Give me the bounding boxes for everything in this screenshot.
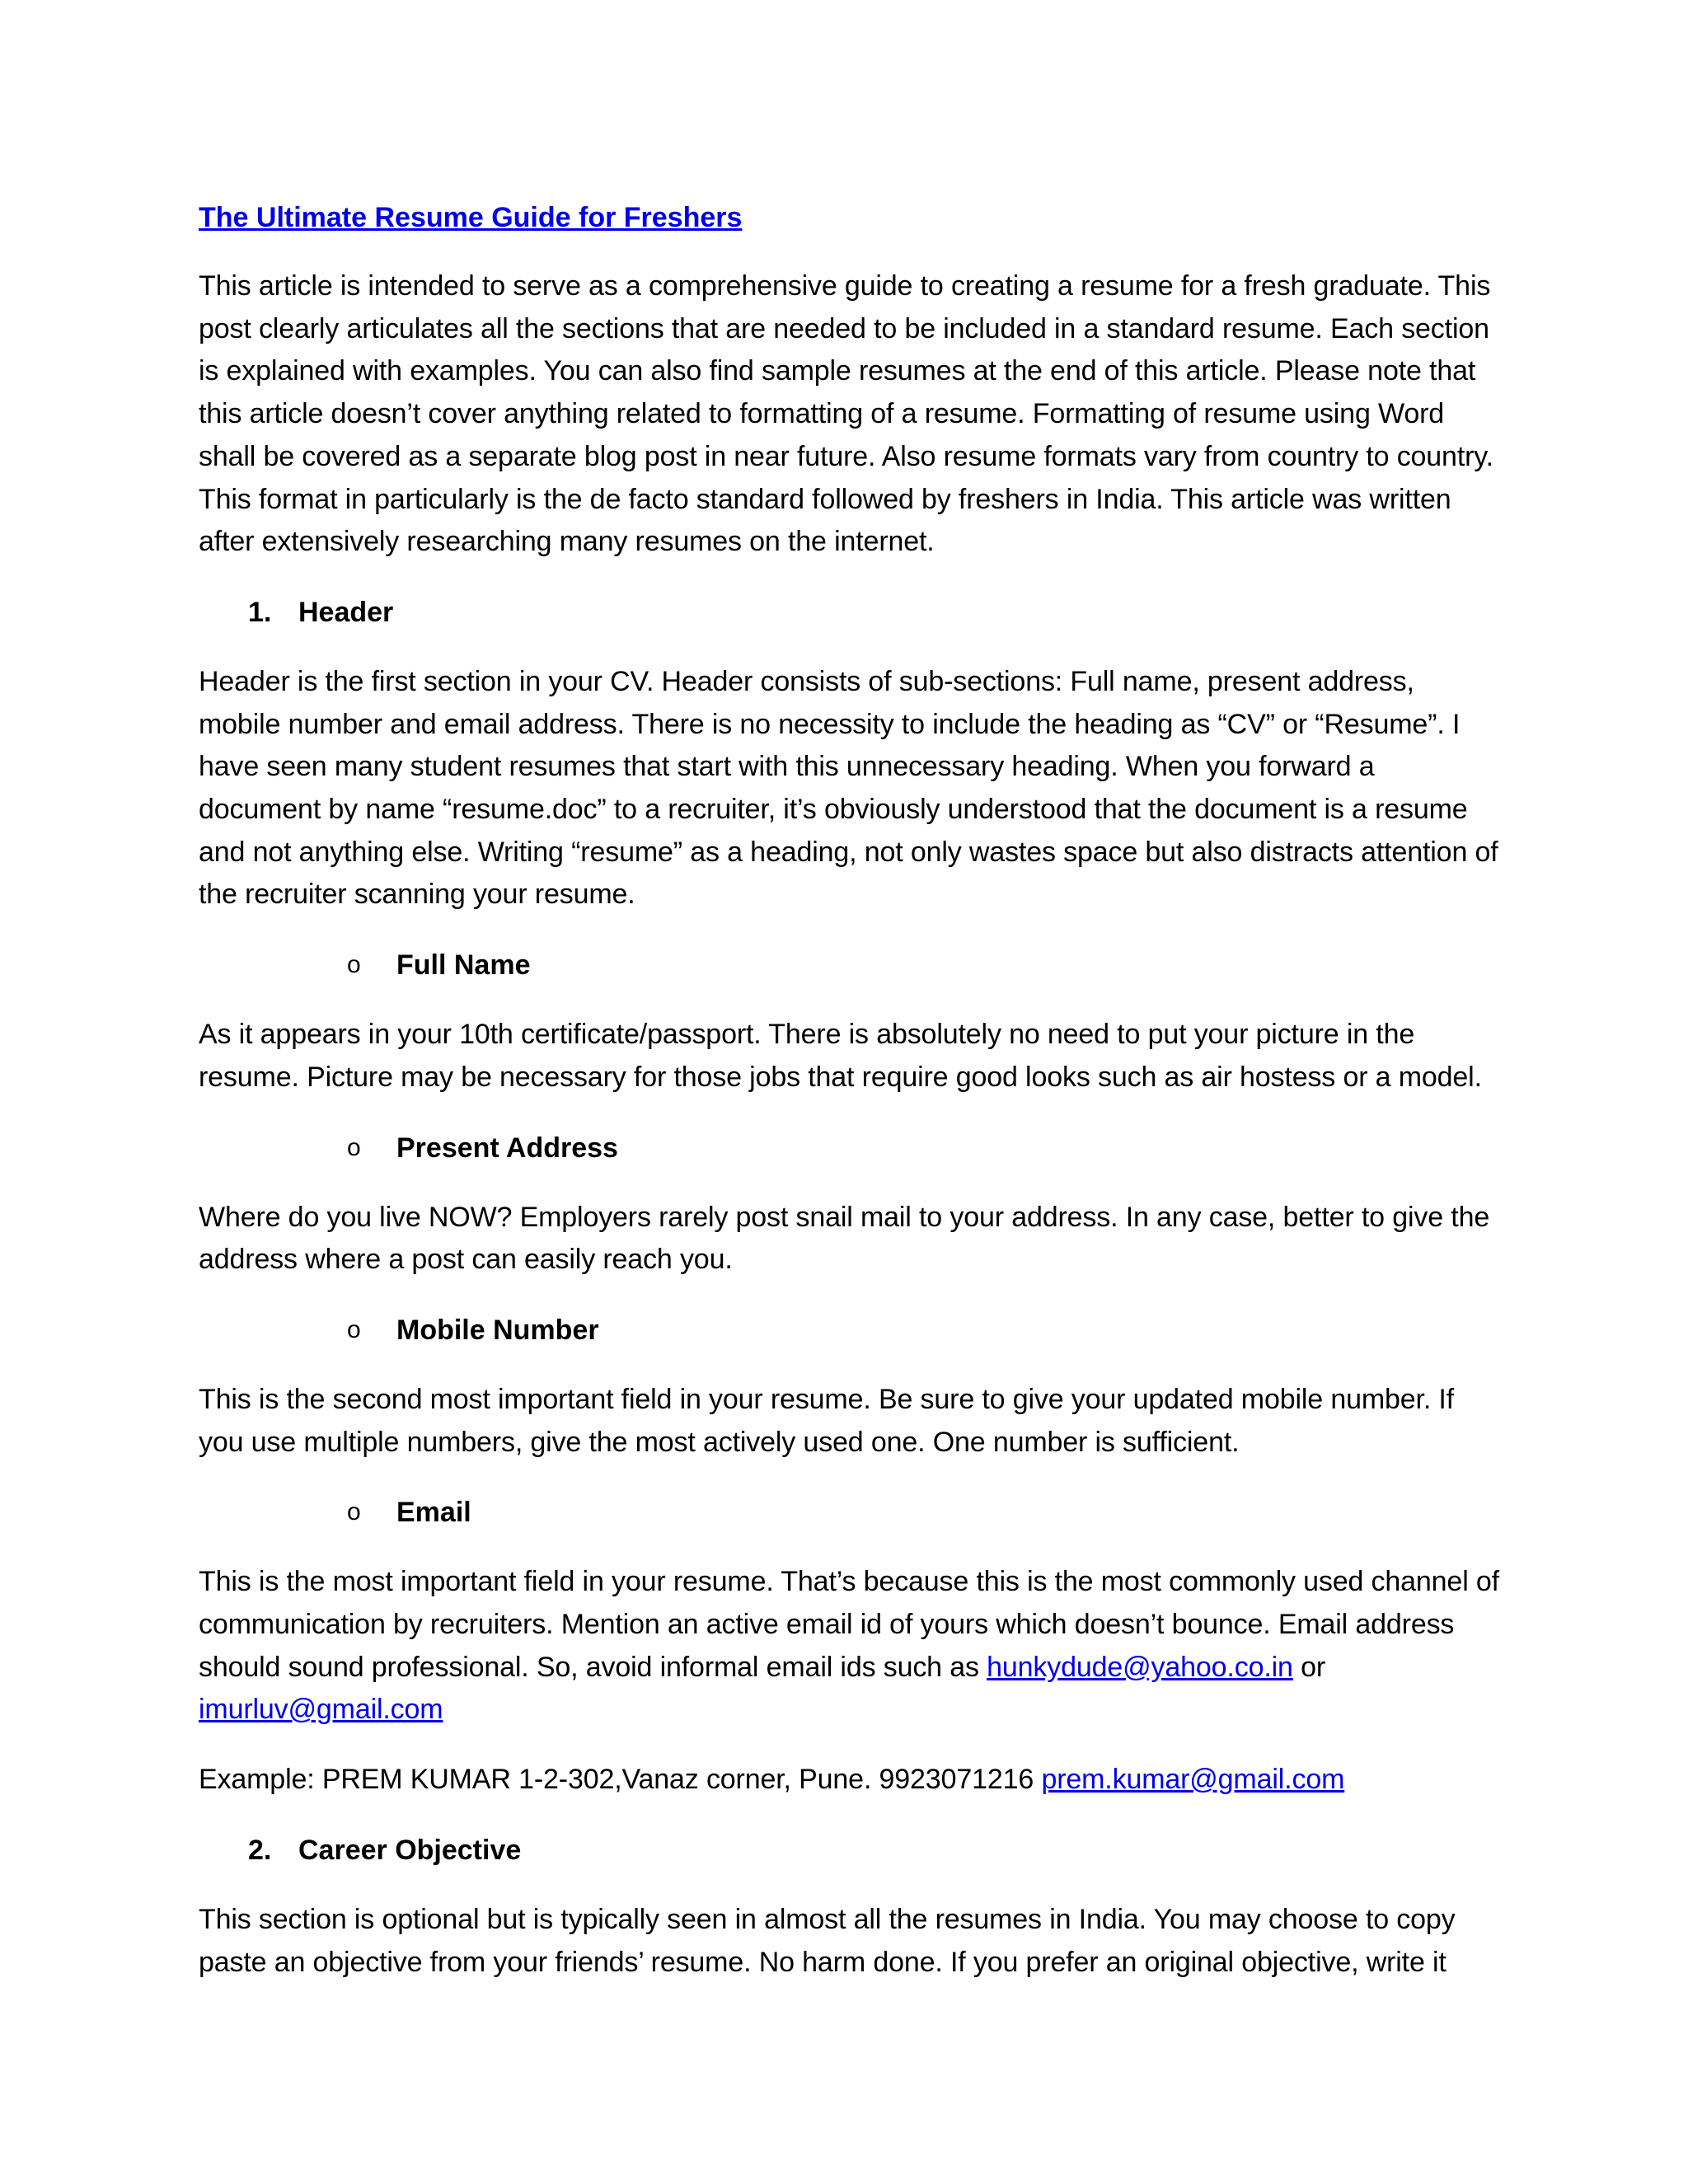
email-paragraph [199,1561,1501,1732]
section-title: Header [298,596,394,628]
title-link[interactable]: The Ultimate Resume Guide for Freshers [199,202,743,233]
section-number: 2. [248,1834,272,1866]
career-objective-paragraph: This section is optional but is typically seen in almost all the resumes in India. You may choose to copy paste an objective from your friends’ resume. No harm done. If you prefer an original objective, write it [199,1903,1456,1978]
section-career-objective-heading [199,1829,1501,1872]
section-number: 1. [248,596,272,628]
mobile-number-heading [199,1309,1501,1352]
present-address-heading [199,1127,1501,1169]
email-heading [199,1491,1501,1534]
email-link-prem-kumar[interactable]: prem.kumar@gmail.com [1041,1764,1345,1796]
section-title: Career Objective [298,1834,522,1866]
mobile-number-paragraph: This is the second most important field in your resume. Be sure to give your updated mobile number. If you use multiple numbers, give the most actively used one. One number is sufficient. [199,1383,1455,1458]
email-connector: or [1292,1651,1326,1683]
intro-paragraph: This article is intended to serve as a comprehensive guide to creating a resume for a fresh graduate. This post clearly articulates all the sections that are needed to be included in a standard resume. Each section is explained with examples. You can also find sample resumes at the end of this article. Please note that this article doesn’t cover anything related to formatting of a resume. Formatting of resume using Word shall be covered as a separate blog post in near future. Also resume formats vary from country to country. This format in particularly is the de facto standard followed by freshers in India. This article was written after extensively researching many resumes on the internet. [199,270,1493,558]
bullet-icon: o [347,1133,361,1161]
subsection-title: Mobile Number [396,1314,599,1346]
section-header-heading [199,591,1501,634]
subsection-title: Full Name [396,949,531,982]
subsection-title: Email [396,1497,471,1529]
page-title [199,196,1501,239]
example-paragraph [199,1759,1501,1802]
email-link-hunkydude[interactable]: hunkydude@yahoo.co.in [987,1651,1293,1683]
document-page [199,196,1501,2011]
bullet-icon: o [347,1315,361,1343]
subsection-title: Present Address [396,1132,618,1164]
bullet-icon: o [347,1498,361,1526]
header-paragraph: Header is the first section in your CV. Header consists of sub-sections: Full name, present address, mobile number and email address. There is no necessity to include the heading as “CV” or “Resume”. I have seen many student resumes that start with this unnecessary heading. When you forward a document by name “resume.doc” to a recruiter, it’s obviously understood that the document is a resume and not anything else. Writing “resume” as a heading, not only wastes space but also distracts attention of the recruiter scanning your resume. [199,665,1498,911]
email-link-imurluv[interactable]: imurluv@gmail.com [199,1694,443,1726]
full-name-paragraph: As it appears in your 10th certificate/passport. There is absolutely no need to put your picture in the resume. Picture may be necessary for those jobs that require good looks such as air hostess or a model. [199,1019,1482,1093]
example-text: Example: PREM KUMAR 1-2-302,Vanaz corner, Pune. 9923071216 [199,1764,1042,1796]
bullet-icon: o [347,951,361,979]
email-text: This is the most important field in your resume. That’s because this is the most commonly used channel of communication by recruiters. Mention an active email id of yours which doesn’t bounce. Email address should sound professional. So, avoid informal email ids such as [199,1566,1499,1683]
present-address-paragraph: Where do you live NOW? Employers rarely post snail mail to your address. In any case, better to give the address where a post can easily reach you. [199,1201,1490,1276]
full-name-heading [199,944,1501,987]
